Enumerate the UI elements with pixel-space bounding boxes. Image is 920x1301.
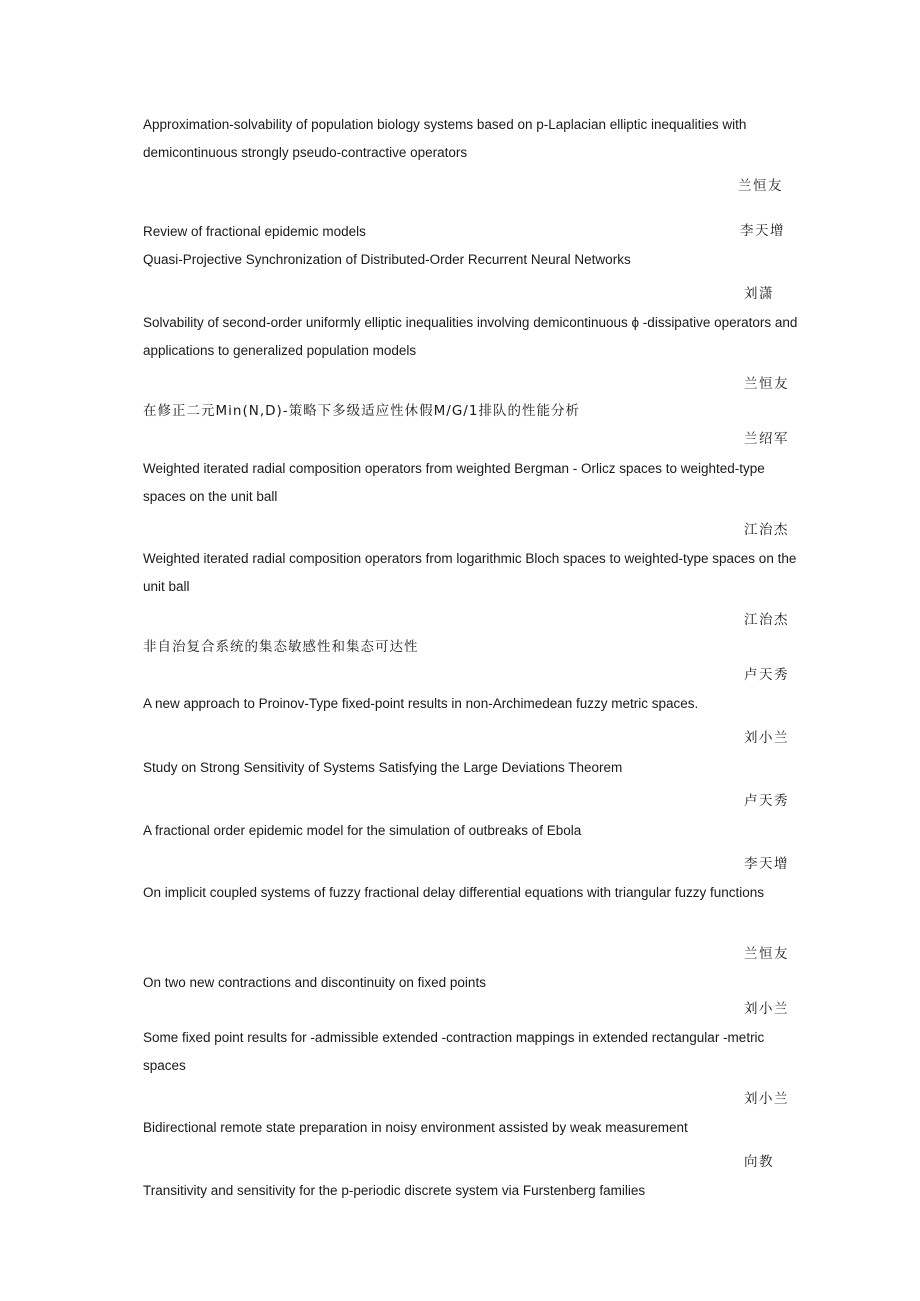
entry-author-1: 兰恒友: [738, 178, 783, 194]
entry-title-6: Weighted iterated radial composition operators from weighted Bergman - Orlicz spaces to weighted-type spaces on the unit ball: [143, 461, 765, 504]
entry-author-5: 兰绍军: [744, 431, 789, 447]
entry-title-10: Study on Strong Sensitivity of Systems Satisfying the Large Deviations Theorem: [143, 760, 623, 775]
entry-title-7: Weighted iterated radial composition operators from logarithmic Bloch spaces to weighted-type spaces on the unit ball: [143, 551, 797, 594]
entry-title-1: Approximation-solvability of population biology systems based on p-Laplacian elliptic inequalities with demicontinuous strongly pseudo-contractive operators: [143, 117, 747, 160]
entry-author-15: 向教: [744, 1154, 774, 1170]
entry-author-2: 李天增: [740, 223, 785, 239]
entry-title-5: 在修正二元Min(N,D)-策略下多级适应性休假M/G/1排队的性能分析: [143, 403, 580, 419]
entry-title-12: On implicit coupled systems of fuzzy fractional delay differential equations with triangular fuzzy functions: [143, 885, 765, 900]
entry-author-14: 刘小兰: [744, 1091, 789, 1107]
entry-title-16: Transitivity and sensitivity for the p-periodic discrete system via Furstenberg families: [143, 1183, 646, 1198]
entry-author-11: 李天增: [744, 856, 789, 872]
entry-author-8: 卢天秀: [744, 667, 789, 683]
entry-title-15: Bidirectional remote state preparation in noisy environment assisted by weak measurement: [143, 1120, 688, 1135]
entry-author-12: 兰恒友: [744, 946, 789, 962]
entry-title-9: A new approach to Proinov-Type fixed-point results in non-Archimedean fuzzy metric spaces.: [143, 696, 699, 711]
entry-title-4: Solvability of second-order uniformly elliptic inequalities involving demicontinuous ϕ -dissipative operators and applications to generalized population models: [143, 315, 798, 358]
entry-title-3: Quasi-Projective Synchronization of Distributed-Order Recurrent Neural Networks: [143, 252, 631, 267]
entry-title-13: On two new contractions and discontinuity on fixed points: [143, 975, 486, 990]
entry-author-3: 刘潇: [744, 286, 774, 302]
entry-title-2: Review of fractional epidemic models: [143, 224, 366, 239]
entry-author-6: 江治杰: [744, 522, 789, 538]
entry-author-4: 兰恒友: [744, 376, 789, 392]
entry-author-10: 卢天秀: [744, 793, 789, 809]
entry-title-8: 非自治复合系统的集态敏感性和集态可达性: [143, 639, 419, 655]
entry-title-11: A fractional order epidemic model for the simulation of outbreaks of Ebola: [143, 823, 582, 838]
entry-author-7: 江治杰: [744, 612, 789, 628]
entry-author-9: 刘小兰: [744, 730, 789, 746]
entry-author-13: 刘小兰: [744, 1001, 789, 1017]
entry-title-14: Some fixed point results for -admissible extended -contraction mappings in extended rectangular -metric spaces: [143, 1030, 765, 1073]
